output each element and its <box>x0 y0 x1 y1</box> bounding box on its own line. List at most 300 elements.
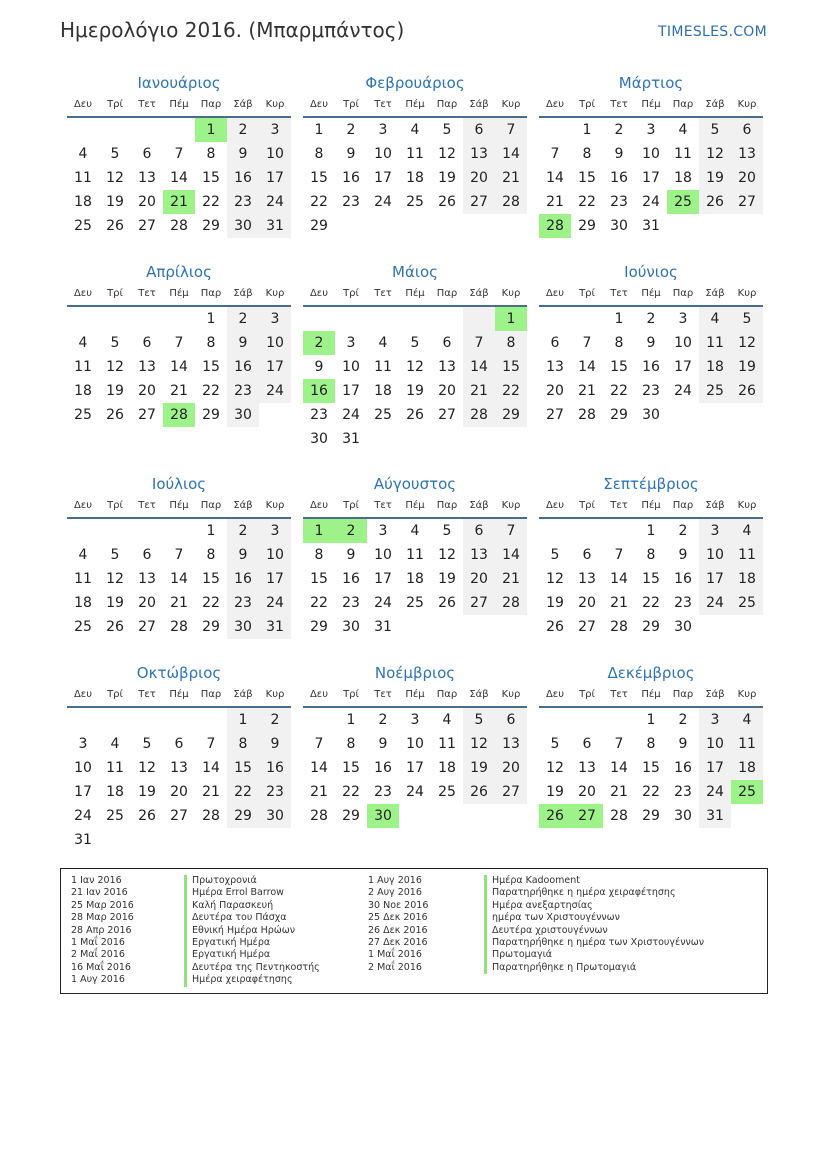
day-cell[interactable]: 19 <box>731 355 763 379</box>
day-cell[interactable]: 4 <box>442 712 452 728</box>
day-cell[interactable]: 11 <box>731 543 763 567</box>
day-cell[interactable]: 7 <box>174 335 184 351</box>
day-cell[interactable]: 19 <box>546 595 564 611</box>
day-cell[interactable]: 27 <box>438 407 456 423</box>
day-cell[interactable]: 10 <box>342 359 360 375</box>
day-cell[interactable]: 4 <box>731 707 763 732</box>
day-cell[interactable]: 23 <box>642 383 660 399</box>
day-cell[interactable]: 4 <box>78 547 88 563</box>
day-cell[interactable]: 28 <box>463 403 495 427</box>
day-cell[interactable]: 10 <box>699 543 731 567</box>
day-cell[interactable]: 14 <box>170 170 188 186</box>
day-cell[interactable]: 2 <box>303 331 335 355</box>
day-cell[interactable]: 12 <box>106 571 124 587</box>
day-cell[interactable]: 25 <box>106 808 124 824</box>
day-cell[interactable]: 28 <box>170 218 188 234</box>
day-cell[interactable]: 1 <box>314 122 324 138</box>
day-cell[interactable]: 10 <box>674 335 692 351</box>
day-cell[interactable]: 24 <box>699 591 731 615</box>
day-cell[interactable]: 18 <box>731 756 763 780</box>
day-cell[interactable]: 18 <box>731 567 763 591</box>
day-cell[interactable]: 31 <box>342 431 360 447</box>
day-cell[interactable]: 30 <box>367 804 399 828</box>
day-cell[interactable]: 16 <box>342 170 360 186</box>
day-cell[interactable]: 19 <box>438 571 456 587</box>
day-cell[interactable]: 2 <box>678 712 688 728</box>
day-cell[interactable]: 13 <box>578 760 596 776</box>
day-cell[interactable]: 10 <box>642 146 660 162</box>
day-cell[interactable]: 17 <box>374 571 392 587</box>
day-cell[interactable]: 14 <box>610 760 628 776</box>
day-cell[interactable]: 7 <box>614 736 624 752</box>
day-cell[interactable]: 22 <box>578 194 596 210</box>
day-cell[interactable]: 27 <box>463 190 495 214</box>
day-cell[interactable]: 20 <box>546 383 564 399</box>
day-cell[interactable]: 19 <box>438 170 456 186</box>
day-cell[interactable]: 6 <box>495 707 527 732</box>
day-cell[interactable]: 11 <box>731 732 763 756</box>
day-cell[interactable]: 11 <box>74 359 92 375</box>
day-cell[interactable]: 22 <box>495 379 527 403</box>
day-cell[interactable]: 19 <box>138 784 156 800</box>
day-cell[interactable]: 21 <box>578 383 596 399</box>
day-cell[interactable]: 9 <box>314 359 324 375</box>
day-cell[interactable]: 23 <box>342 595 360 611</box>
day-cell[interactable]: 16 <box>342 571 360 587</box>
day-cell[interactable]: 2 <box>378 712 388 728</box>
day-cell[interactable]: 29 <box>227 804 259 828</box>
day-cell[interactable]: 24 <box>374 194 392 210</box>
day-cell[interactable]: 27 <box>495 780 527 804</box>
day-cell[interactable]: 27 <box>731 190 763 214</box>
day-cell[interactable]: 21 <box>170 595 188 611</box>
day-cell[interactable]: 3 <box>378 523 388 539</box>
day-cell[interactable]: 1 <box>303 518 335 543</box>
day-cell[interactable]: 22 <box>202 383 220 399</box>
day-cell[interactable]: 20 <box>170 784 188 800</box>
day-cell[interactable]: 17 <box>699 567 731 591</box>
day-cell[interactable]: 2 <box>259 707 291 732</box>
day-cell[interactable]: 14 <box>546 170 564 186</box>
day-cell[interactable]: 22 <box>642 784 660 800</box>
day-cell[interactable]: 25 <box>74 619 92 635</box>
day-cell[interactable]: 14 <box>610 571 628 587</box>
day-cell[interactable]: 8 <box>646 547 656 563</box>
day-cell[interactable]: 6 <box>142 146 152 162</box>
day-cell[interactable]: 16 <box>374 760 392 776</box>
day-cell[interactable]: 20 <box>463 166 495 190</box>
day-cell[interactable]: 30 <box>227 403 259 427</box>
day-cell[interactable]: 18 <box>74 595 92 611</box>
day-cell[interactable]: 17 <box>406 760 424 776</box>
day-cell[interactable]: 29 <box>495 403 527 427</box>
day-cell[interactable]: 18 <box>74 194 92 210</box>
day-cell[interactable]: 24 <box>259 379 291 403</box>
day-cell[interactable]: 16 <box>227 166 259 190</box>
day-cell[interactable]: 28 <box>163 403 195 427</box>
day-cell[interactable]: 23 <box>342 194 360 210</box>
day-cell[interactable]: 20 <box>138 383 156 399</box>
day-cell[interactable]: 29 <box>310 619 328 635</box>
day-cell[interactable]: 1 <box>614 311 624 327</box>
day-cell[interactable]: 7 <box>495 518 527 543</box>
day-cell[interactable]: 17 <box>374 170 392 186</box>
day-cell[interactable]: 20 <box>138 194 156 210</box>
day-cell[interactable]: 6 <box>463 117 495 142</box>
day-cell[interactable]: 5 <box>550 736 560 752</box>
day-cell[interactable]: 17 <box>342 383 360 399</box>
day-cell[interactable]: 8 <box>206 547 216 563</box>
day-cell[interactable]: 25 <box>731 591 763 615</box>
day-cell[interactable]: 31 <box>259 615 291 639</box>
day-cell[interactable]: 30 <box>342 619 360 635</box>
day-cell[interactable]: 27 <box>138 619 156 635</box>
day-cell[interactable]: 9 <box>678 736 688 752</box>
day-cell[interactable]: 27 <box>463 591 495 615</box>
day-cell[interactable]: 30 <box>642 407 660 423</box>
day-cell[interactable]: 31 <box>699 804 731 828</box>
day-cell[interactable]: 26 <box>731 379 763 403</box>
day-cell[interactable]: 2 <box>678 523 688 539</box>
day-cell[interactable]: 15 <box>227 756 259 780</box>
day-cell[interactable]: 19 <box>699 166 731 190</box>
day-cell[interactable]: 15 <box>202 359 220 375</box>
day-cell[interactable]: 11 <box>74 571 92 587</box>
day-cell[interactable]: 28 <box>170 619 188 635</box>
day-cell[interactable]: 4 <box>378 335 388 351</box>
day-cell[interactable]: 25 <box>406 194 424 210</box>
day-cell[interactable]: 11 <box>106 760 124 776</box>
day-cell[interactable]: 2 <box>227 306 259 331</box>
day-cell[interactable]: 13 <box>731 142 763 166</box>
day-cell[interactable]: 23 <box>227 591 259 615</box>
day-cell[interactable]: 26 <box>106 407 124 423</box>
day-cell[interactable]: 3 <box>78 736 88 752</box>
day-cell[interactable]: 4 <box>78 335 88 351</box>
day-cell[interactable]: 6 <box>582 736 592 752</box>
day-cell[interactable]: 1 <box>227 707 259 732</box>
day-cell[interactable]: 5 <box>731 306 763 331</box>
day-cell[interactable]: 22 <box>342 784 360 800</box>
day-cell[interactable]: 11 <box>374 359 392 375</box>
day-cell[interactable]: 12 <box>546 760 564 776</box>
day-cell[interactable]: 11 <box>406 146 424 162</box>
day-cell[interactable]: 3 <box>699 518 731 543</box>
day-cell[interactable]: 6 <box>731 117 763 142</box>
day-cell[interactable]: 25 <box>731 780 763 804</box>
day-cell[interactable]: 23 <box>259 780 291 804</box>
day-cell[interactable]: 17 <box>259 567 291 591</box>
day-cell[interactable]: 11 <box>438 736 456 752</box>
day-cell[interactable]: 18 <box>699 355 731 379</box>
day-cell[interactable]: 29 <box>202 407 220 423</box>
day-cell[interactable]: 9 <box>346 547 356 563</box>
day-cell[interactable]: 15 <box>610 359 628 375</box>
day-cell[interactable]: 16 <box>674 571 692 587</box>
day-cell[interactable]: 20 <box>495 756 527 780</box>
day-cell[interactable]: 22 <box>227 780 259 804</box>
day-cell[interactable]: 15 <box>310 571 328 587</box>
day-cell[interactable]: 24 <box>699 780 731 804</box>
day-cell[interactable]: 18 <box>106 784 124 800</box>
day-cell[interactable]: 28 <box>310 808 328 824</box>
day-cell[interactable]: 12 <box>138 760 156 776</box>
day-cell[interactable]: 22 <box>310 595 328 611</box>
day-cell[interactable]: 13 <box>546 359 564 375</box>
day-cell[interactable]: 23 <box>227 379 259 403</box>
day-cell[interactable]: 20 <box>138 595 156 611</box>
day-cell[interactable]: 5 <box>442 523 452 539</box>
day-cell[interactable]: 19 <box>106 595 124 611</box>
day-cell[interactable]: 28 <box>610 808 628 824</box>
day-cell[interactable]: 29 <box>642 808 660 824</box>
day-cell[interactable]: 21 <box>170 383 188 399</box>
day-cell[interactable]: 8 <box>314 547 324 563</box>
day-cell[interactable]: 1 <box>206 523 216 539</box>
day-cell[interactable]: 29 <box>642 619 660 635</box>
day-cell[interactable]: 6 <box>142 547 152 563</box>
day-cell[interactable]: 17 <box>74 784 92 800</box>
day-cell[interactable]: 23 <box>374 784 392 800</box>
day-cell[interactable]: 1 <box>206 311 216 327</box>
day-cell[interactable]: 10 <box>74 760 92 776</box>
day-cell[interactable]: 7 <box>174 547 184 563</box>
day-cell[interactable]: 26 <box>699 190 731 214</box>
day-cell[interactable]: 14 <box>578 359 596 375</box>
day-cell[interactable]: 8 <box>227 732 259 756</box>
day-cell[interactable]: 30 <box>227 615 259 639</box>
day-cell[interactable]: 6 <box>442 335 452 351</box>
day-cell[interactable]: 13 <box>578 571 596 587</box>
day-cell[interactable]: 16 <box>303 379 335 403</box>
day-cell[interactable]: 30 <box>227 214 259 238</box>
day-cell[interactable]: 24 <box>374 595 392 611</box>
day-cell[interactable]: 16 <box>227 567 259 591</box>
day-cell[interactable]: 8 <box>314 146 324 162</box>
day-cell[interactable]: 5 <box>442 122 452 138</box>
day-cell[interactable]: 15 <box>202 170 220 186</box>
day-cell[interactable]: 8 <box>614 335 624 351</box>
day-cell[interactable]: 21 <box>310 784 328 800</box>
day-cell[interactable]: 10 <box>374 146 392 162</box>
day-cell[interactable]: 6 <box>582 547 592 563</box>
day-cell[interactable]: 1 <box>346 712 356 728</box>
day-cell[interactable]: 15 <box>342 760 360 776</box>
site-brand-link[interactable]: TIMESLES.COM <box>658 24 767 40</box>
day-cell[interactable]: 25 <box>406 595 424 611</box>
day-cell[interactable]: 24 <box>342 407 360 423</box>
day-cell[interactable]: 14 <box>170 359 188 375</box>
day-cell[interactable]: 21 <box>495 166 527 190</box>
day-cell[interactable]: 13 <box>495 732 527 756</box>
day-cell[interactable]: 25 <box>374 407 392 423</box>
day-cell[interactable]: 6 <box>463 518 495 543</box>
day-cell[interactable]: 24 <box>74 808 92 824</box>
day-cell[interactable]: 14 <box>495 543 527 567</box>
day-cell[interactable]: 11 <box>699 331 731 355</box>
day-cell[interactable]: 26 <box>106 218 124 234</box>
day-cell[interactable]: 6 <box>174 736 184 752</box>
day-cell[interactable]: 13 <box>138 571 156 587</box>
day-cell[interactable]: 23 <box>674 784 692 800</box>
day-cell[interactable]: 15 <box>202 571 220 587</box>
day-cell[interactable]: 28 <box>539 214 571 238</box>
day-cell[interactable]: 2 <box>335 518 367 543</box>
day-cell[interactable]: 18 <box>74 383 92 399</box>
day-cell[interactable]: 9 <box>614 146 624 162</box>
day-cell[interactable]: 7 <box>206 736 216 752</box>
day-cell[interactable]: 30 <box>674 619 692 635</box>
day-cell[interactable]: 13 <box>138 170 156 186</box>
day-cell[interactable]: 18 <box>374 383 392 399</box>
day-cell[interactable]: 27 <box>138 407 156 423</box>
day-cell[interactable]: 23 <box>610 194 628 210</box>
day-cell[interactable]: 1 <box>646 523 656 539</box>
day-cell[interactable]: 8 <box>346 736 356 752</box>
day-cell[interactable]: 7 <box>463 331 495 355</box>
day-cell[interactable]: 26 <box>546 619 564 635</box>
day-cell[interactable]: 27 <box>138 218 156 234</box>
day-cell[interactable]: 27 <box>571 804 603 828</box>
day-cell[interactable]: 20 <box>438 383 456 399</box>
day-cell[interactable]: 1 <box>195 117 227 142</box>
day-cell[interactable]: 5 <box>550 547 560 563</box>
day-cell[interactable]: 3 <box>259 117 291 142</box>
day-cell[interactable]: 11 <box>406 547 424 563</box>
day-cell[interactable]: 2 <box>646 311 656 327</box>
day-cell[interactable]: 13 <box>463 142 495 166</box>
day-cell[interactable]: 3 <box>259 306 291 331</box>
day-cell[interactable]: 28 <box>610 619 628 635</box>
day-cell[interactable]: 9 <box>227 142 259 166</box>
day-cell[interactable]: 18 <box>438 760 456 776</box>
day-cell[interactable]: 22 <box>642 595 660 611</box>
day-cell[interactable]: 26 <box>463 780 495 804</box>
day-cell[interactable]: 8 <box>206 146 216 162</box>
day-cell[interactable]: 18 <box>406 571 424 587</box>
day-cell[interactable]: 4 <box>699 306 731 331</box>
day-cell[interactable]: 27 <box>578 619 596 635</box>
day-cell[interactable]: 21 <box>163 190 195 214</box>
day-cell[interactable]: 13 <box>438 359 456 375</box>
day-cell[interactable]: 29 <box>578 218 596 234</box>
day-cell[interactable]: 30 <box>259 804 291 828</box>
day-cell[interactable]: 17 <box>674 359 692 375</box>
day-cell[interactable]: 14 <box>202 760 220 776</box>
day-cell[interactable]: 15 <box>495 355 527 379</box>
day-cell[interactable]: 31 <box>259 214 291 238</box>
day-cell[interactable]: 15 <box>642 760 660 776</box>
day-cell[interactable]: 30 <box>610 218 628 234</box>
day-cell[interactable]: 30 <box>310 431 328 447</box>
day-cell[interactable]: 26 <box>539 804 571 828</box>
day-cell[interactable]: 24 <box>259 190 291 214</box>
day-cell[interactable]: 5 <box>410 335 420 351</box>
day-cell[interactable]: 16 <box>259 756 291 780</box>
day-cell[interactable]: 12 <box>406 359 424 375</box>
day-cell[interactable]: 3 <box>259 518 291 543</box>
day-cell[interactable]: 29 <box>310 218 328 234</box>
day-cell[interactable]: 21 <box>202 784 220 800</box>
day-cell[interactable]: 6 <box>142 335 152 351</box>
day-cell[interactable]: 8 <box>206 335 216 351</box>
day-cell[interactable]: 14 <box>495 142 527 166</box>
day-cell[interactable]: 7 <box>582 335 592 351</box>
day-cell[interactable]: 2 <box>346 122 356 138</box>
day-cell[interactable]: 7 <box>550 146 560 162</box>
day-cell[interactable]: 21 <box>495 567 527 591</box>
day-cell[interactable]: 19 <box>406 383 424 399</box>
day-cell[interactable]: 25 <box>438 784 456 800</box>
day-cell[interactable]: 14 <box>170 571 188 587</box>
day-cell[interactable]: 22 <box>202 595 220 611</box>
day-cell[interactable]: 28 <box>202 808 220 824</box>
day-cell[interactable]: 9 <box>646 335 656 351</box>
day-cell[interactable]: 31 <box>74 832 92 848</box>
day-cell[interactable]: 26 <box>438 595 456 611</box>
day-cell[interactable]: 29 <box>202 218 220 234</box>
day-cell[interactable]: 10 <box>374 547 392 563</box>
day-cell[interactable]: 16 <box>610 170 628 186</box>
day-cell[interactable]: 12 <box>106 170 124 186</box>
day-cell[interactable]: 17 <box>259 355 291 379</box>
day-cell[interactable]: 19 <box>106 194 124 210</box>
day-cell[interactable]: 20 <box>578 784 596 800</box>
day-cell[interactable]: 19 <box>463 756 495 780</box>
day-cell[interactable]: 28 <box>495 591 527 615</box>
day-cell[interactable]: 11 <box>674 146 692 162</box>
day-cell[interactable]: 12 <box>546 571 564 587</box>
day-cell[interactable]: 24 <box>674 383 692 399</box>
day-cell[interactable]: 31 <box>374 619 392 635</box>
day-cell[interactable]: 26 <box>406 407 424 423</box>
day-cell[interactable]: 22 <box>310 194 328 210</box>
day-cell[interactable]: 7 <box>314 736 324 752</box>
day-cell[interactable]: 4 <box>410 122 420 138</box>
day-cell[interactable]: 4 <box>410 523 420 539</box>
day-cell[interactable]: 25 <box>74 407 92 423</box>
day-cell[interactable]: 18 <box>674 170 692 186</box>
day-cell[interactable]: 19 <box>106 383 124 399</box>
day-cell[interactable]: 20 <box>731 166 763 190</box>
day-cell[interactable]: 12 <box>463 732 495 756</box>
day-cell[interactable]: 29 <box>202 619 220 635</box>
day-cell[interactable]: 24 <box>259 591 291 615</box>
day-cell[interactable]: 3 <box>410 712 420 728</box>
day-cell[interactable]: 25 <box>667 190 699 214</box>
day-cell[interactable]: 3 <box>678 311 688 327</box>
day-cell[interactable]: 1 <box>495 306 527 331</box>
day-cell[interactable]: 13 <box>463 543 495 567</box>
day-cell[interactable]: 17 <box>642 170 660 186</box>
day-cell[interactable]: 26 <box>106 619 124 635</box>
day-cell[interactable]: 9 <box>678 547 688 563</box>
day-cell[interactable]: 25 <box>699 379 731 403</box>
day-cell[interactable]: 9 <box>227 543 259 567</box>
day-cell[interactable]: 10 <box>259 543 291 567</box>
day-cell[interactable]: 3 <box>378 122 388 138</box>
day-cell[interactable]: 27 <box>170 808 188 824</box>
day-cell[interactable]: 10 <box>406 736 424 752</box>
day-cell[interactable]: 24 <box>406 784 424 800</box>
day-cell[interactable]: 16 <box>227 355 259 379</box>
day-cell[interactable]: 4 <box>678 122 688 138</box>
day-cell[interactable]: 5 <box>110 335 120 351</box>
day-cell[interactable]: 10 <box>259 331 291 355</box>
day-cell[interactable]: 21 <box>546 194 564 210</box>
day-cell[interactable]: 6 <box>550 335 560 351</box>
day-cell[interactable]: 16 <box>642 359 660 375</box>
